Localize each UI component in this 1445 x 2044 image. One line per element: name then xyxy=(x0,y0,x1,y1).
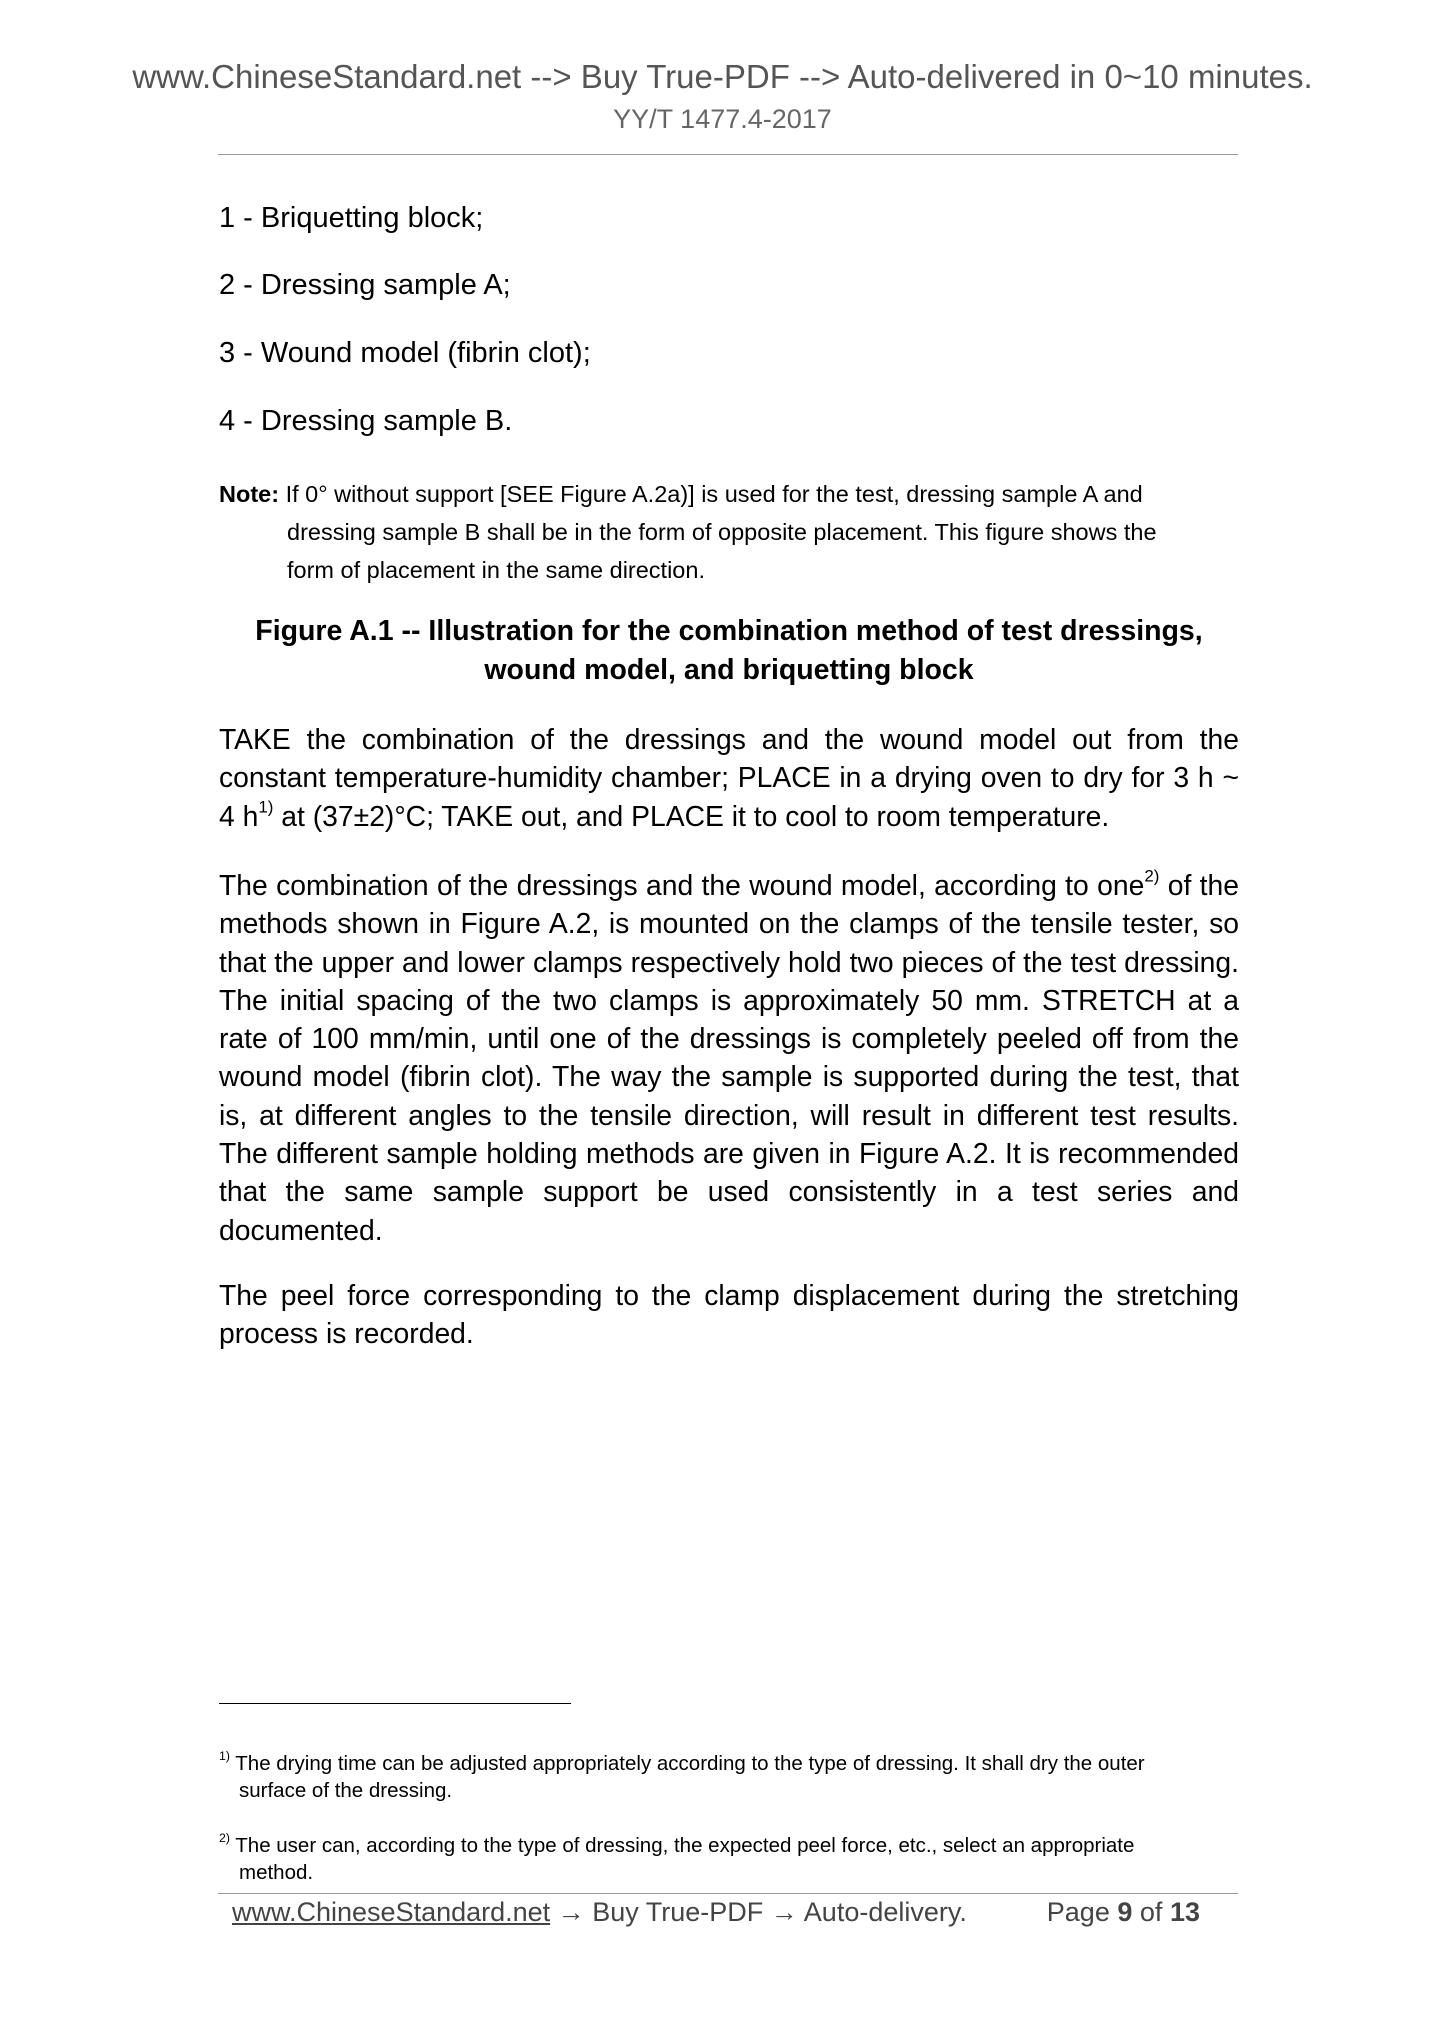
caption-line: wound model, and briquetting block xyxy=(484,654,974,686)
footnote-mark: 1) xyxy=(219,1749,230,1764)
footnote-ref[interactable]: 2) xyxy=(1144,866,1160,886)
body-paragraph-drying xyxy=(219,720,1239,835)
footnote-divider xyxy=(219,1703,571,1704)
header-banner: www.ChineseStandard.net --> Buy True-PDF --> Auto-delivered in 0~10 minutes. xyxy=(132,58,1313,95)
page-word: Page xyxy=(1046,1897,1110,1927)
of-word: of xyxy=(1139,1897,1163,1927)
footnote-text: method. xyxy=(239,1861,314,1884)
arrow-icon: → xyxy=(770,1897,798,1927)
note-line: form of placement in the same direction. xyxy=(287,557,705,583)
figure-caption xyxy=(219,612,1239,690)
footer-divider xyxy=(218,1893,1238,1894)
note-label: Note: xyxy=(219,481,280,507)
body-paragraph-mounting xyxy=(219,866,1239,1249)
para-text: of the methods shown in Figure A.2, is mounted on the clamps of the tensile tester, so that the upper and lower clamps respectively hold two pieces of the test dressing. The initial spacing of the two clamps is approximately 50 mm. STRETCH at a rate of 100 mm/min, until one of the dressings is completely peeled off from the wound model (fibrin clot). The way the sample is supported during the test, that is, at different angles to the tensile direction, will result in different test results. The different sample holding methods are given in Figure A.2. It is recommended that the same sample support be used consistently in a test series and documented. xyxy=(219,869,1239,1246)
buy-text: Buy True-PDF xyxy=(592,1897,764,1927)
legend-item: 4 - Dressing sample B. xyxy=(219,405,513,437)
legend-item: 1 - Briquetting block; xyxy=(219,202,484,234)
para-text: The combination of the dressings and the wound model, according to one xyxy=(219,869,1145,901)
figure-note xyxy=(219,475,1239,589)
note-line: If 0° without support [SEE Figure A.2a)] is used for the test, dressing sample A and xyxy=(285,481,1143,507)
page-indicator xyxy=(1047,1897,1200,1928)
footnote-mark: 2) xyxy=(219,1831,230,1846)
para-text: TAKE the combination of the dressings and the wound model out from the constant temperature-humidity chamber; PLACE in a drying oven to dry for 3 h ~ 4 h xyxy=(219,723,1239,832)
legend-item: 2 - Dressing sample A; xyxy=(219,269,511,301)
note-line: dressing sample B shall be in the form of opposite placement. This figure shows the xyxy=(287,519,1157,545)
arrow-icon: → xyxy=(557,1897,585,1927)
total-pages: 13 xyxy=(1169,1897,1200,1927)
delivery-text: Auto-delivery. xyxy=(803,1897,967,1927)
legend-item: 3 - Wound model (fibrin clot); xyxy=(219,337,591,369)
footnote-1 xyxy=(219,1750,1239,1804)
page-number: 9 xyxy=(1117,1897,1133,1927)
header-divider xyxy=(218,154,1238,155)
site-link[interactable]: www.ChineseStandard.net xyxy=(232,1897,551,1927)
standard-code: YY/T 1477.4-2017 xyxy=(613,104,832,134)
body-paragraph-recording: The peel force corresponding to the clamp displacement during the stretching process is recorded. xyxy=(219,1279,1239,1350)
footnote-text: The user can, according to the type of dressing, the expected peel force, etc., select an appropriate xyxy=(235,1834,1135,1857)
caption-line: Figure A.1 -- Illustration for the combination method of test dressings, xyxy=(255,615,1203,647)
footnote-2 xyxy=(219,1832,1239,1886)
footnote-ref[interactable]: 1) xyxy=(258,797,274,817)
para-text: at (37±2)°C; TAKE out, and PLACE it to cool to room temperature. xyxy=(273,799,1110,832)
footnote-text: surface of the dressing. xyxy=(239,1779,453,1802)
footnote-text: The drying time can be adjusted appropriately according to the type of dressing. It shall dry the outer xyxy=(235,1752,1145,1775)
page-footer xyxy=(232,1897,1212,1928)
